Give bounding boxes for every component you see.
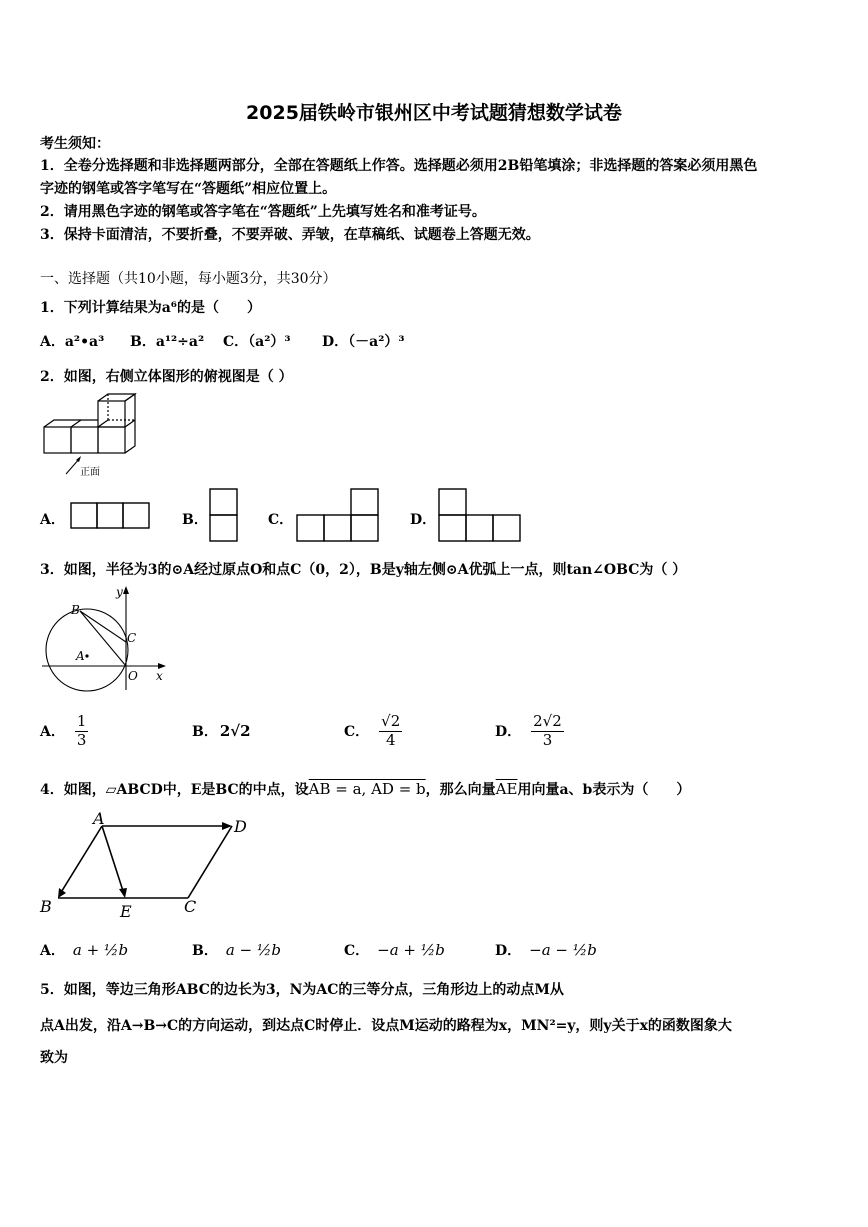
q3-stem: 3．如图，半径为3的⊙A经过原点O和点C（0，2），B是y轴左侧⊙A优弧上一点，则tan∠OBC为（ ） — [40, 562, 687, 578]
q2-option-a-label: A． — [40, 512, 65, 528]
q3-option-d-den: 3 — [542, 730, 553, 749]
q5-line-1: 5．如图，等边三角形ABC的边长为3，N为AC的三等分点，三角形边上的动点M从 — [40, 982, 564, 998]
q4-option-d — [495, 933, 597, 967]
q3-option-c — [344, 711, 402, 751]
q4-option-a-label: A． — [40, 943, 65, 959]
q4-stem-vectors: AB = a, AD = b — [308, 780, 426, 798]
q3-option-b — [192, 711, 251, 751]
q2-option-d-label: D． — [410, 512, 437, 528]
q2-option-b-figure — [209, 488, 239, 543]
q4-stem-ae: $\overline{AE}$ — [495, 780, 518, 798]
q4-option-b-label: B． — [192, 943, 218, 959]
page-title: 2025届铁岭市银州区中考试题猜想数学试卷 — [246, 102, 622, 124]
notice-item-1: 1．全卷分选择题和非选择题两部分，全部在答题纸上作答。选择题必须用2B铅笔填涂；非选择题的答案必须用黑色 — [40, 158, 758, 174]
notice-item-2: 2．请用黑色字迹的钢笔或答字笔在“答题纸”上先填写姓名和准考证号。 — [40, 204, 486, 220]
q3-option-d — [495, 711, 564, 751]
q4-option-a — [40, 933, 128, 967]
q2-option-b-label: B． — [182, 512, 208, 528]
q1-option-d: D．（－a²）³ — [322, 334, 405, 350]
q3-option-c-num: √2 — [381, 712, 401, 731]
q1-stem: 1．下列计算结果为a⁶的是（ ） — [40, 300, 261, 316]
q3-label-y: y — [116, 585, 123, 599]
q3-label-x: x — [156, 669, 163, 683]
q1-option-c: C．（a²）³ — [223, 334, 291, 350]
q4-option-b-expr: a − ½b — [225, 941, 282, 959]
q3-label-b: B — [71, 603, 80, 617]
q3-option-a-label: A． — [40, 724, 65, 740]
q3-option-a — [40, 711, 88, 751]
notice-item-3: 3．保持卡面清洁，不要折叠，不要弄破、弄皱，在草稿纸、试题卷上答题无效。 — [40, 227, 540, 243]
q3-label-c: C — [127, 631, 137, 645]
q1-option-b: B．a¹²÷a² — [130, 334, 205, 350]
q2-solid-figure — [40, 392, 145, 482]
q1-option-a: A．a²•a³ — [40, 334, 105, 350]
q2-stem: 2．如图，右侧立体图形的俯视图是（ ） — [40, 369, 293, 385]
q3-circle-figure — [40, 584, 175, 694]
q3-option-a-den: 3 — [76, 730, 87, 749]
q2-option-c-label: C． — [268, 512, 294, 528]
section-heading: 一、选择题（共10小题，每小题3分，共30分） — [40, 271, 337, 287]
q4-stem-post: 用向量a、b表示为（ ） — [517, 782, 691, 798]
q3-option-a-num: 1 — [76, 712, 87, 731]
q3-option-a-fraction — [75, 713, 89, 749]
q4-stem-pre: 4．如图，▱ABCD中，E是BC的中点，设 — [40, 782, 309, 798]
q5-line-2: 点A出发，沿A→B→C的方向运动，到达点C时停止．设点M运动的路程为x，MN²=y，则y关于x的函数图象大 — [40, 1018, 732, 1034]
q4-label-a: A — [93, 809, 105, 828]
q4-parallelogram-figure — [38, 808, 258, 923]
q4-option-c — [344, 933, 445, 967]
q3-option-c-fraction — [379, 713, 402, 749]
q3-label-a: A — [76, 649, 85, 663]
q3-option-b-label: B． — [192, 724, 218, 740]
q4-label-e: E — [120, 902, 132, 921]
q4-stem — [40, 779, 690, 799]
notice-heading: 考生须知： — [40, 136, 110, 152]
q4-option-c-expr: −a + ½b — [377, 941, 445, 959]
q4-option-a-expr: a + ½b — [72, 941, 129, 959]
q4-option-d-label: D． — [495, 943, 522, 959]
q2-option-a-figure — [70, 502, 152, 530]
q4-label-d: D — [234, 817, 247, 836]
q4-label-b: B — [40, 897, 52, 916]
q4-option-c-label: C． — [344, 943, 370, 959]
q3-option-d-fraction — [531, 713, 564, 749]
notice-item-1-cont: 字迹的钢笔或答字笔写在“答题纸”相应位置上。 — [40, 181, 337, 197]
q3-option-d-label: D． — [495, 724, 522, 740]
q3-option-d-num: 2√2 — [533, 712, 562, 731]
q3-option-b-value: 2√2 — [219, 722, 251, 740]
q4-label-c: C — [184, 897, 197, 916]
q3-option-c-label: C． — [344, 724, 370, 740]
q5-line-3: 致为 — [40, 1050, 68, 1066]
q2-option-d-figure — [438, 488, 522, 544]
q2-option-c-figure — [296, 488, 380, 544]
q4-stem-mid: ，那么向量 — [425, 782, 496, 798]
q3-option-c-den: 4 — [385, 730, 396, 749]
q3-label-o: O — [128, 669, 138, 683]
q4-option-b — [192, 933, 281, 967]
q4-option-d-expr: −a − ½b — [529, 941, 597, 959]
front-label: 正面 — [80, 467, 100, 478]
